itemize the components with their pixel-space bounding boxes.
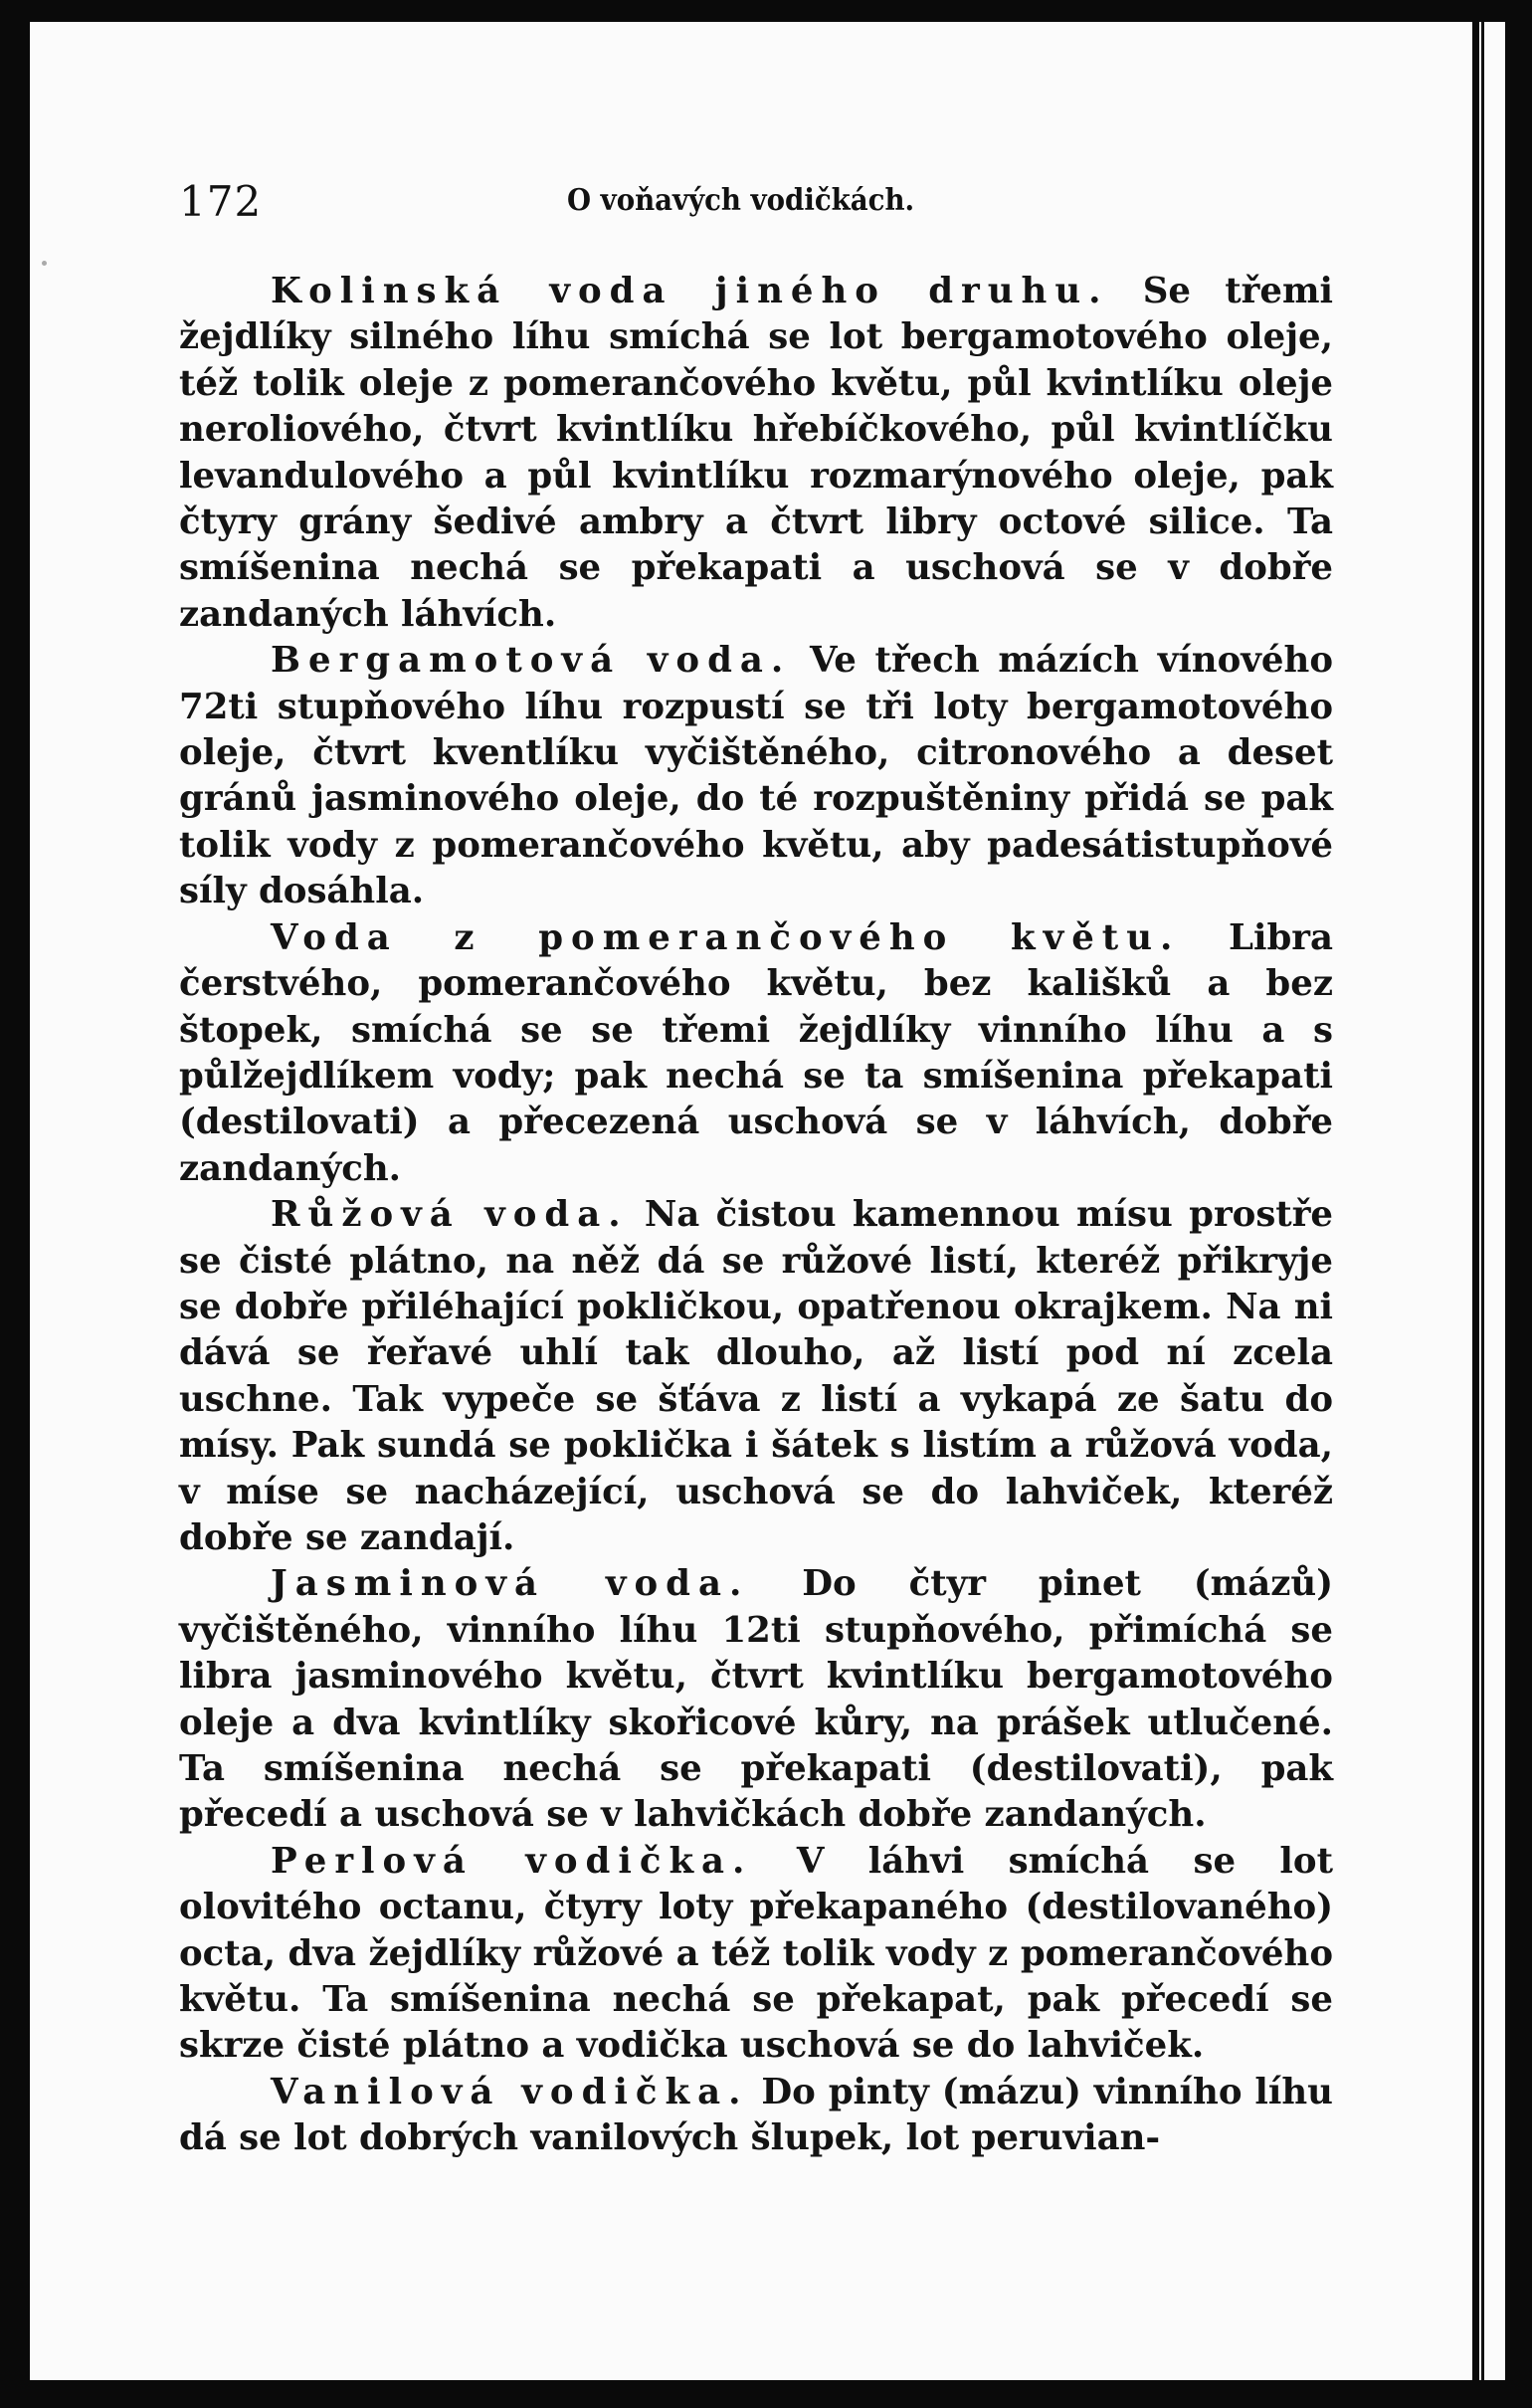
entry-text: Do čtyr pinet (mázů) vyčištěného, vinního líhu 12ti stupňového, přimíchá se libra jasminového květu, čtvrt kvintlíku bergamotového oleje a dva kvintlíky skořicové kůry, na prášek utlučené. Ta smíšenina nechá se překapati (destilovati), pak přecedí a uschová se v lahvičkách dobře zandaných. — [179, 1563, 1333, 1836]
page-number: 172 — [179, 177, 263, 226]
entry-title: Perlová vodička. — [271, 1840, 753, 1882]
paragraph-kolinska — [179, 269, 1333, 638]
paper-speck — [42, 261, 47, 266]
running-title: O voňavých vodičkách. — [567, 183, 915, 218]
paragraph-pomerancova — [179, 915, 1333, 1192]
entry-title: Růžová voda. — [271, 1194, 629, 1236]
entry-title: Bergamotová voda. — [271, 640, 792, 682]
entry-title: Vanilová vodička. — [271, 2071, 749, 2112]
page-border-line — [1481, 22, 1484, 2380]
entry-text: V láhvi smíchá se lot olovitého octanu, čtyry loty překapaného (destilovaného) octa, dva žejdlíky růžové a též tolik vody z pomerančového květu. Ta smíšenina nechá se překapat, pak přecedí se skrze čisté plátno a vodička uschová se do lahviček. — [179, 1840, 1333, 2067]
entry-title: Voda z pomerančového květu. — [271, 916, 1181, 958]
paragraph-vanilova — [179, 2070, 1333, 2162]
paragraph-perlova — [179, 1839, 1333, 2070]
entry-text: Do pinty (mázu) vinního líhu dá se lot dobrých vanilových šlupek, lot peruvian- — [179, 2071, 1333, 2159]
entry-title: Jasminová voda. — [271, 1563, 750, 1605]
page-header — [179, 177, 1333, 237]
paragraph-bergamotova — [179, 638, 1333, 914]
body-text — [179, 269, 1333, 2162]
entry-text: Ve třech mázích vínového 72ti stupňového líhu rozpustí se tři loty bergamotového oleje, čtvrt kventlíku vyčištěného, citronového a deset gránů jasminového oleje, do té rozpuštěniny přidá se pak tolik vody z pomerančového květu, aby padesátistupňové síly dosáhla. — [179, 640, 1333, 912]
entry-text: Libra čerstvého, pomerančového květu, bez kališků a bez štopek, smíchá se se třemi žejdlíky vinního líhu a s půlžejdlíkem vody; pak nechá se ta smíšenina překapati (destilovati) a přecezená uschová se v láhvích, dobře zandaných. — [179, 916, 1333, 1189]
paragraph-ruzova — [179, 1192, 1333, 1561]
entry-title: Kolinská voda jiného druhu. — [271, 271, 1109, 311]
paragraph-jasminova — [179, 1561, 1333, 1838]
entry-text: Na čistou kamennou mísu prostře se čisté plátno, na něž dá se růžové listí, kteréž přikryje se dobře přiléhající pokličkou, opatřenou okrajkem. Na ni dává se řeřavé uhlí tak dlouho, až listí pod ní zcela uschne. Tak vypeče se šťáva z listí a vykapá ze šatu do mísy. Pak sundá se poklička i šátek s listím a růžová voda, v míse se nacházející, uschová se do lahviček, kteréž dobře se zandají. — [179, 1194, 1333, 1558]
entry-text: Se třemi žejdlíky silného líhu smíchá se lot bergamotového oleje, též tolik oleje z pomerančového květu, půl kvintlíku oleje neroliového, čtvrt kvintlíku hřebíčkového, půl kvintlíčku levandulového a půl kvintlíku rozmarýnového oleje, pak čtyry grány šedivé ambry a čtvrt libry octové silice. Ta smíšenina nechá se překapati a uschová se v dobře zandaných láhvích. — [179, 271, 1333, 635]
